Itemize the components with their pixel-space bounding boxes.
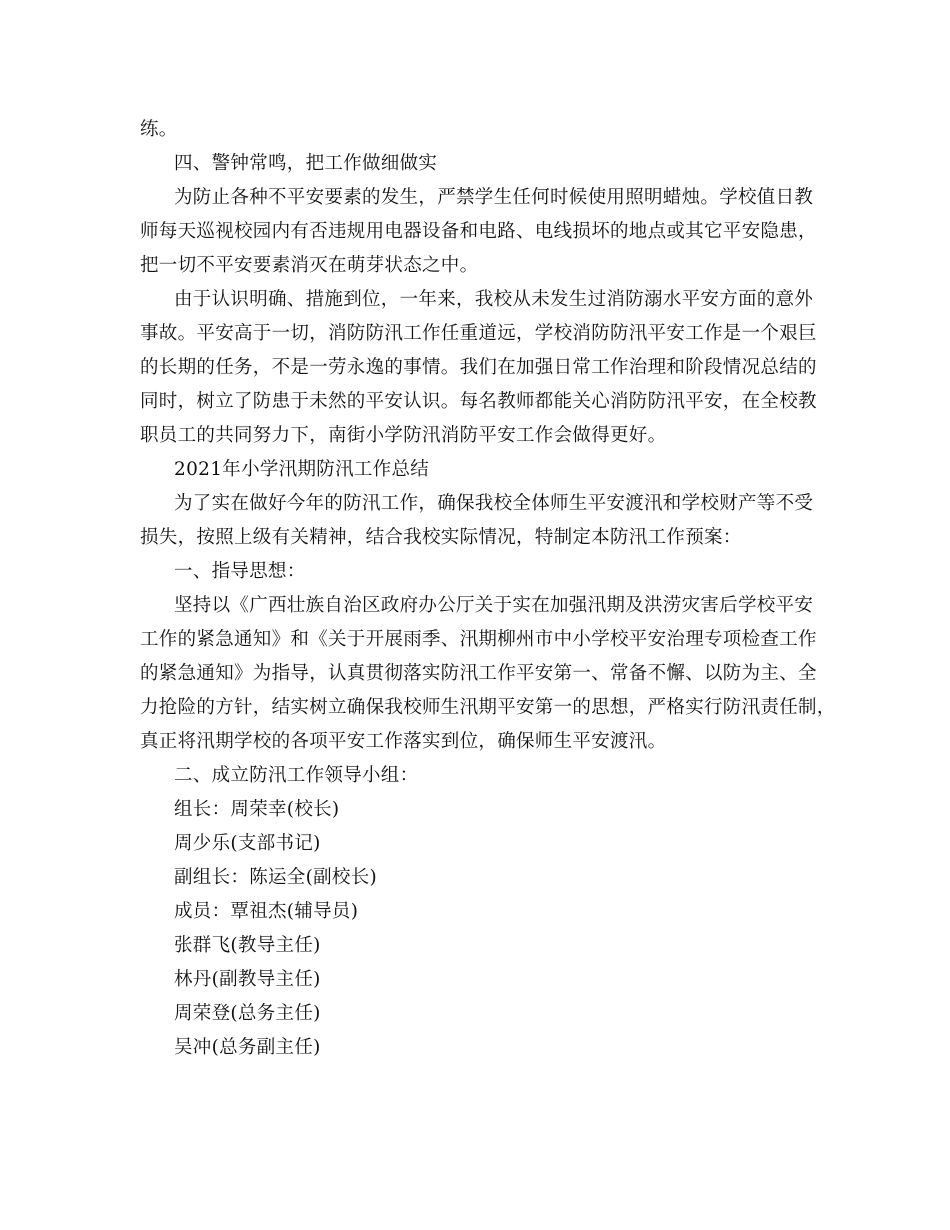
paragraph-line: 损失，按照上级有关精神，结合我校实际情况，特制定本防汛工作预案：	[140, 527, 742, 548]
member-line: 吴冲(总务副主任)	[174, 1037, 321, 1058]
paragraph-line: 事故。平安高于一切，消防防汛工作任重道远，学校消防防汛平安工作是一个艰巨	[140, 323, 817, 344]
member-line: 副组长：陈运全(副校长)	[174, 867, 378, 888]
paragraph-line: 职员工的共同努力下，南街小学防汛消防平安工作会做得更好。	[140, 425, 667, 446]
document-title: 2021年小学汛期防汛工作总结	[174, 459, 430, 480]
paragraph-line: 由于认识明确、措施到位，一年来，我校从未发生过消防溺水平安方面的意外	[174, 289, 814, 310]
section-heading: 四、警钟常鸣，把工作做细做实	[174, 153, 438, 174]
paragraph-line: 为了实在做好今年的防汛工作，确保我校全体师生平安渡汛和学校财产等不受	[174, 493, 814, 514]
paragraph-line: 的紧急通知》为指导，认真贯彻落实防汛工作平安第一、常备不懈、以防为主、全	[140, 663, 817, 684]
section-heading: 二、成立防汛工作领导小组：	[174, 765, 419, 786]
member-line: 周荣登(总务主任)	[174, 1003, 321, 1024]
paragraph-line: 坚持以《广西壮族自治区政府办公厅关于实在加强汛期及洪涝灾害后学校平安	[174, 595, 814, 616]
member-line: 成员：覃祖杰(辅导员)	[174, 901, 359, 922]
paragraph-line: 同时，树立了防患于未然的平安认识。每名教师都能关心消防防汛平安，在全校教	[140, 391, 817, 412]
paragraph-line: 练。	[140, 119, 178, 140]
section-heading: 一、指导思想：	[174, 561, 306, 582]
paragraph-line: 的长期的任务，不是一劳永逸的事情。我们在加强日常工作治理和阶段情况总结的	[140, 357, 817, 378]
member-line: 组长：周荣幸(校长)	[174, 799, 340, 820]
member-line: 林丹(副教导主任)	[174, 969, 321, 990]
paragraph-line: 师每天巡视校园内有否违规用电器设备和电路、电线损坏的地点或其它平安隐患，	[140, 221, 817, 242]
paragraph-line: 把一切不平安要素消灭在萌芽状态之中。	[140, 255, 479, 276]
member-line: 张群飞(教导主任)	[174, 935, 321, 956]
paragraph-line: 为防止各种不平安要素的发生，严禁学生任何时候使用照明蜡烛。学校值日教	[174, 187, 814, 208]
member-line: 周少乐(支部书记)	[174, 833, 321, 854]
paragraph-line: 力抢险的方针，结实树立确保我校师生汛期平安第一的思想，严格实行防汛责任制，	[140, 697, 836, 718]
paragraph-line: 工作的紧急通知》和《关于开展雨季、汛期柳州市中小学校平安治理专项检查工作	[140, 629, 817, 650]
paragraph-line: 真正将汛期学校的各项平安工作落实到位，确保师生平安渡汛。	[140, 731, 667, 752]
